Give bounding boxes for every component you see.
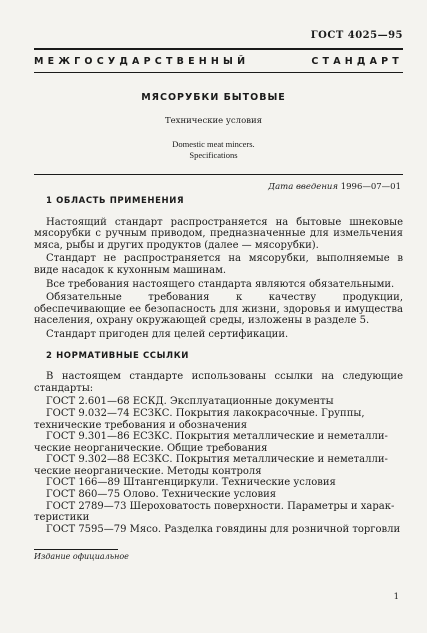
title-block <box>0 92 427 161</box>
section-2-heading: 2 НОРМАТИВНЫЕ ССЫЛКИ <box>46 350 189 361</box>
banner-right-text: СТАНДАРТ <box>311 55 403 67</box>
reference-text: ГОСТ 166—89 Штангенциркули. Технические условия <box>46 477 336 489</box>
english-title-line1: Domestic meat mincers. <box>172 139 255 149</box>
document-body <box>34 196 403 535</box>
section-1-paragraph: Обязательные требования к качеству продукции, обеспечивающие ее безопасность для жизни, здоровья и имущества населения, охрану окружающей среды, изложены в разделе 5. <box>34 292 403 327</box>
reference-continuation: ческие неорганические. Методы контроля <box>34 465 262 477</box>
standard-reference <box>34 489 403 501</box>
section-2-intro: В настоящем стандарте использованы ссылки на следующие стандарты: <box>34 371 403 394</box>
section-1-paragraph: Стандарт пригоден для целей сертификации. <box>46 328 289 340</box>
gost-code: ГОСТ 4025—95 <box>310 30 403 41</box>
standard-reference <box>34 501 403 524</box>
footer-divider <box>34 549 118 550</box>
reference-continuation: теристики <box>34 512 90 524</box>
standard-reference <box>34 524 403 536</box>
document-title: МЯСОРУБКИ БЫТОВЫЕ <box>141 92 286 103</box>
reference-continuation: ческие неорганические. Общие требования <box>34 442 268 454</box>
reference-text: ГОСТ 7595—79 Мясо. Разделка говядины для розничной торговли <box>46 523 401 535</box>
english-title <box>0 139 427 161</box>
reference-text: ГОСТ 9.301—86 ЕСЗКС. Покрытия металлические и неметалли- <box>46 431 388 443</box>
standard-reference <box>34 431 403 454</box>
banner-left-text: МЕЖГОСУДАРСТВЕННЫЙ <box>34 55 250 67</box>
title-divider <box>34 174 403 175</box>
standard-reference <box>34 396 403 408</box>
reference-text: ГОСТ 9.032—74 ЕСЗКС. Покрытия лакокрасочные. Группы, <box>46 407 365 419</box>
reference-text: ГОСТ 9.302—88 ЕСЗКС. Покрытия металлические и неметалли- <box>46 454 388 466</box>
section-1-heading: 1 ОБЛАСТЬ ПРИМЕНЕНИЯ <box>46 196 185 206</box>
reference-text: ГОСТ 2.601—68 ЕСКД. Эксплуатационные документы <box>46 396 334 408</box>
reference-continuation: технические требования и обозначения <box>34 419 248 431</box>
edition-label: Издание официальное <box>34 552 129 561</box>
reference-text: ГОСТ 860—75 Олово. Технические условия <box>46 489 277 501</box>
standard-reference <box>34 454 403 477</box>
introduction-date <box>268 182 401 192</box>
section-2 <box>34 351 403 536</box>
intro-date-value: 1996—07—01 <box>340 182 401 192</box>
standard-banner <box>34 48 403 73</box>
section-1-paragraph: Настоящий стандарт распространяется на бытовые шнековые мясорубки с ручным приводом, предназначенные для измельчения мяса, рыбы и других продуктов (далее — мясорубки). <box>34 216 403 251</box>
section-1-paragraph: Все требования настоящего стандарта являются обязательными. <box>46 278 395 290</box>
document-subtitle: Технические условия <box>164 116 263 126</box>
intro-date-label: Дата введения <box>268 182 339 192</box>
english-title-line2: Specifications <box>189 150 238 160</box>
section-1-paragraph: Стандарт не распространяется на мясорубки, выполняемые в виде насадок к кухонным машинам. <box>34 253 403 276</box>
reference-text: ГОСТ 2789—73 Шероховатость поверхности. Параметры и харак- <box>46 500 395 512</box>
standard-reference <box>34 408 403 431</box>
standard-reference <box>34 477 403 489</box>
page-number: 1 <box>393 592 399 602</box>
